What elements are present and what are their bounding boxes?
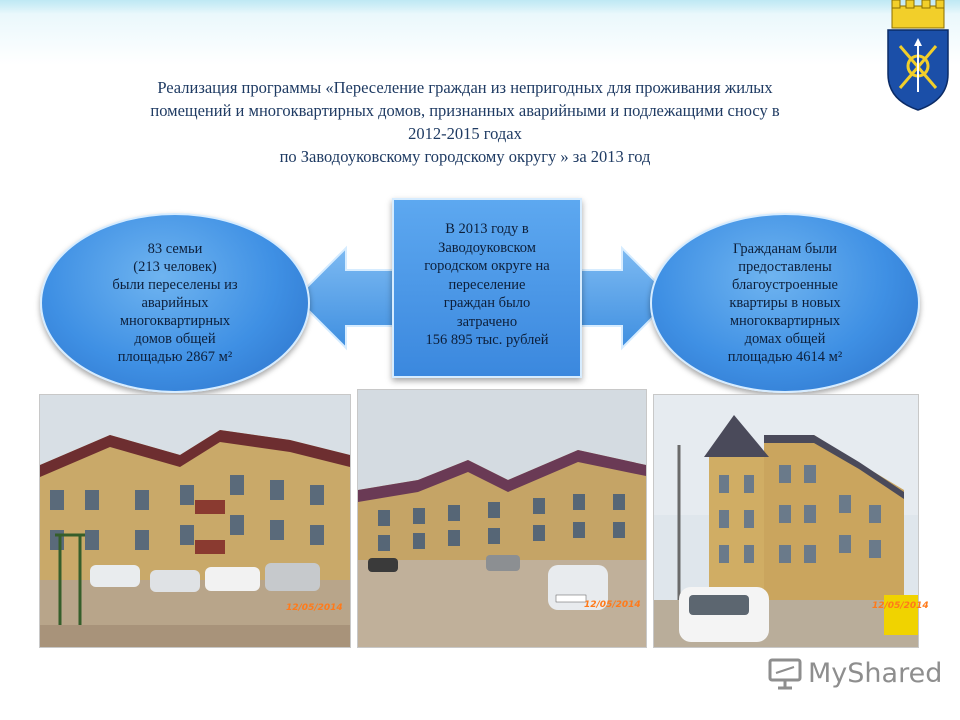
top-decor-band — [0, 0, 960, 14]
left-oval-line: аварийных — [141, 295, 209, 311]
watermark-text: MyShared — [808, 657, 943, 689]
presentation-board-icon — [768, 656, 802, 690]
center-box-line: затрачено — [456, 313, 518, 330]
left-oval-line: площадью 2867 м² — [117, 349, 233, 365]
title-line-1: Реализация программы «Переселение граждан из непригодных для проживания жилых — [157, 78, 773, 97]
center-box-line: переселение — [448, 276, 526, 293]
center-box-line: городском округе на — [424, 258, 550, 274]
photo-date-stamp: 12/05/2014 — [584, 600, 641, 610]
right-oval-line: предоставлены — [738, 259, 832, 275]
myshared-watermark — [768, 655, 942, 691]
title-line-4: по Заводоуковскому городскому округу » за 2013 год — [279, 147, 651, 166]
right-oval-line: домах общей — [744, 331, 826, 347]
new-apartments-oval — [650, 213, 920, 393]
resettled-families-oval — [40, 213, 310, 393]
left-oval-line: домов общей — [134, 331, 216, 347]
photo-date-stamp: 12/05/2014 — [286, 603, 343, 613]
title-line-2: помещений и многоквартирных домов, признанных аварийными и подлежащими сносу в — [150, 101, 780, 120]
center-box-line: граждан было — [443, 295, 531, 311]
right-oval-line: площадью 4614 м² — [727, 349, 843, 365]
right-oval-line: Гражданам были — [732, 241, 838, 257]
left-oval-line: 83 семьи — [147, 241, 203, 257]
title-line-3: 2012-2015 годах — [408, 124, 522, 143]
slide-title — [40, 76, 890, 168]
right-oval-line: квартиры в новых — [729, 295, 841, 311]
right-oval-line: благоустроенные — [732, 277, 838, 293]
center-box-line: В 2013 году в — [445, 221, 529, 237]
apartment-building-photo-1 — [40, 395, 350, 647]
photo-date-stamp: 12/05/2014 — [872, 601, 929, 611]
funding-box — [392, 198, 582, 378]
left-oval-line: многоквартирных — [119, 313, 231, 329]
city-coat-of-arms-icon — [880, 0, 956, 112]
left-oval-line: (213 человек) — [133, 259, 217, 275]
right-oval-line: многоквартирных — [729, 313, 841, 329]
left-oval-line: были переселены из — [112, 277, 238, 293]
apartment-building-photo-2 — [358, 390, 646, 647]
center-box-line: 156 895 тыс. рублей — [425, 332, 549, 348]
center-box-line: Заводоуковском — [438, 239, 536, 256]
apartment-building-photo-3 — [654, 395, 929, 647]
